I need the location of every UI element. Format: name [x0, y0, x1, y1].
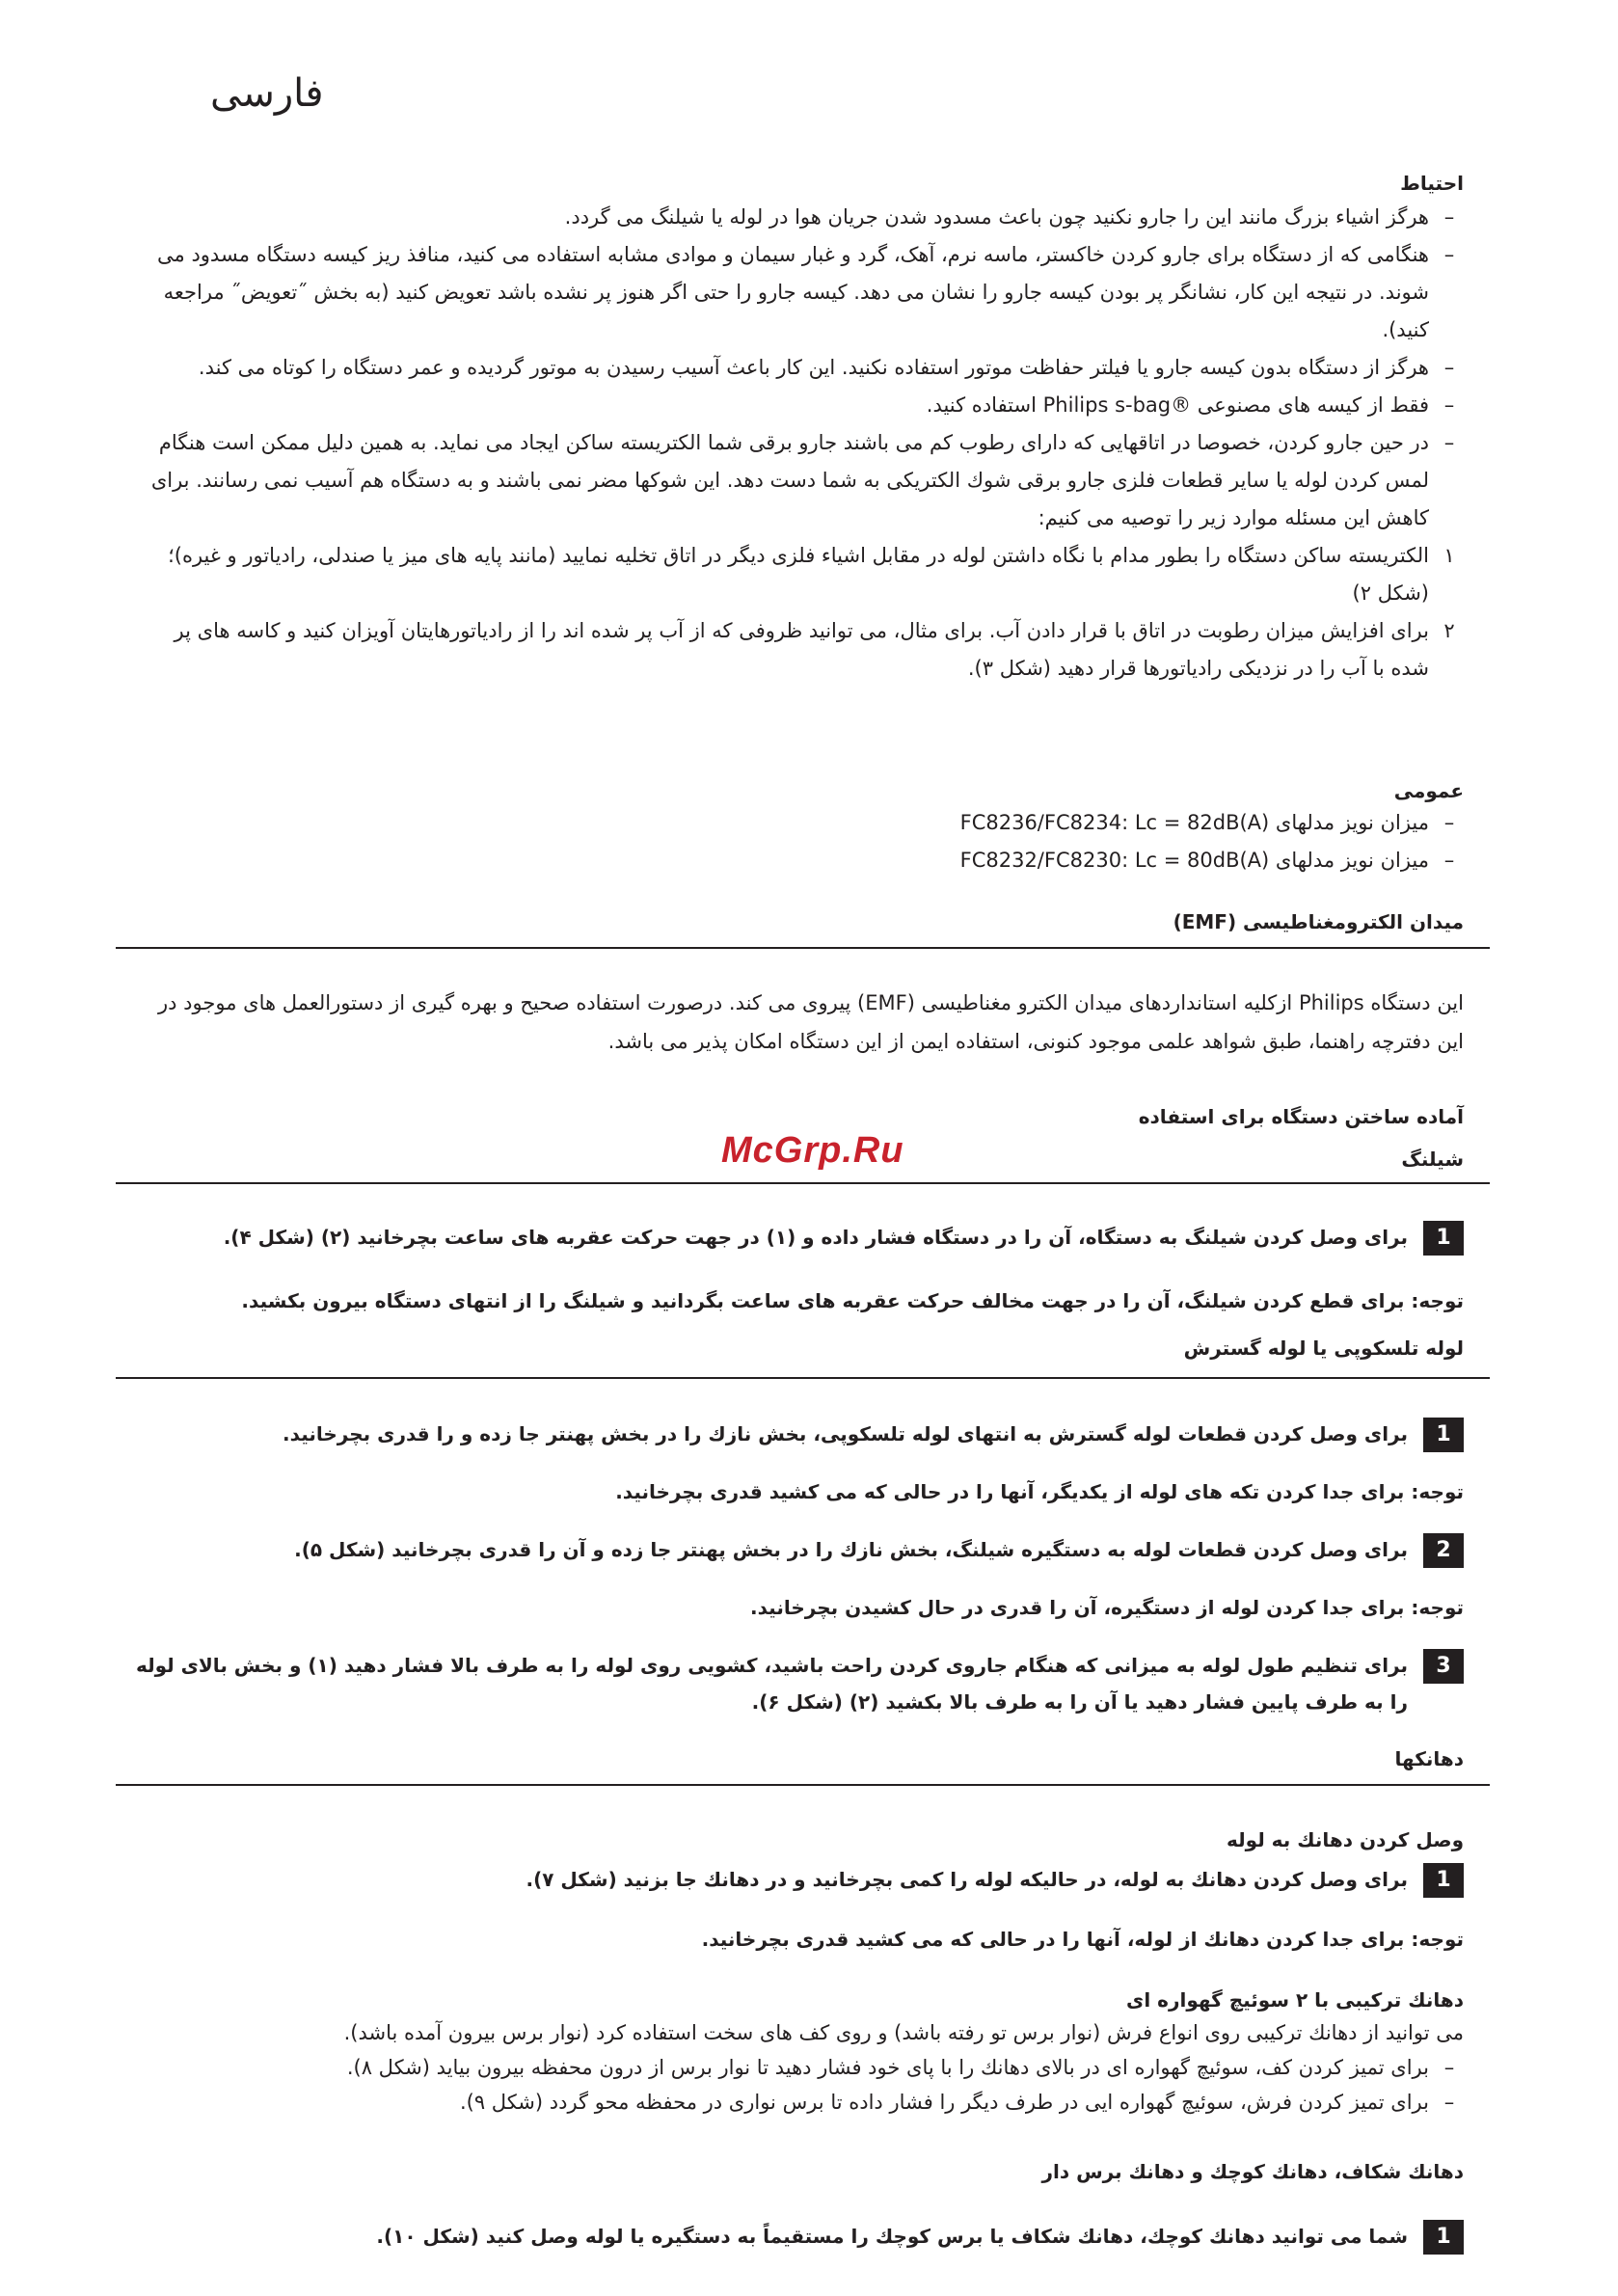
- crevice-step-1: [133, 2218, 1464, 2255]
- step-number: 2: [1423, 1533, 1464, 1568]
- step-number: 1: [1423, 1221, 1464, 1256]
- item-marker: –: [1443, 431, 1455, 454]
- language-title: فارسی: [210, 71, 324, 116]
- combi-section: [133, 1985, 1464, 2120]
- general-section: [133, 779, 1464, 879]
- item-text: هرگز اشیاء بزرگ مانند این را جارو نکنید چون باعث مسدود شدن جریان هوا در لوله یا شیلنگ می گردد.: [564, 205, 1429, 229]
- item-marker: –: [1443, 205, 1455, 229]
- step-number: 1: [1423, 2220, 1464, 2255]
- connect-heading: وصل کردن دهانك به لوله: [1227, 1828, 1464, 1851]
- item-marker: –: [1443, 243, 1455, 266]
- item-text: الکتریسته ساکن دستگاه را بطور مدام با نگاه داشتن لوله در مقابل اشیاء فلزی دیگر در اتاق تخلیه نمایید (مانند پایه های میز یا صندلی، رادیاتور و غیره)؛ (شکل ۲): [168, 544, 1429, 605]
- hose-heading: شیلنگ: [1401, 1148, 1464, 1171]
- crevice-heading: دهانك شکاف، دهانك کوچك و دهانك برس دار: [1041, 2160, 1464, 2183]
- caution-item: [133, 349, 1464, 387]
- combi-intro: می توانید از دهانك ترکیبی روی انواع فرش (نوار برس تو رفته باشد) و روی کف های سخت استفاده کرد (نوار برس بیرون آمده باشد).: [343, 2021, 1464, 2044]
- hose-rule: [116, 1182, 1490, 1184]
- item-marker: –: [1443, 356, 1455, 379]
- caution-item: [133, 612, 1464, 688]
- tube-step-3: [133, 1647, 1464, 1720]
- item-marker: –: [1443, 2056, 1455, 2079]
- combi-heading: دهانك ترکیبی با ۲ سوئیچ گهواره ای: [1126, 1988, 1464, 2012]
- step-text: برای وصل کردن قطعات لوله به دستگیره شیلنگ، بخش نازك را در بخش پهنتر جا زده و آن را قدری بچرخانید (شکل ۵).: [294, 1538, 1408, 1561]
- connect-step-1: [133, 1861, 1464, 1898]
- caution-item: [133, 424, 1464, 537]
- item-marker: –: [1443, 811, 1455, 834]
- prep-heading: آماده ساختن دستگاه برای استفاده: [1138, 1105, 1464, 1128]
- item-marker: –: [1443, 2091, 1455, 2114]
- step-text: برای وصل کردن شیلنگ به دستگاه، آن را در دستگاه فشار داده و (۱) در جهت حرکت عقربه های ساعت بچرخانید (۲) (شکل ۴).: [223, 1226, 1408, 1249]
- general-heading: عمومی: [1393, 779, 1464, 802]
- emf-heading: میدان الکترومغناطیسی (EMF): [1173, 910, 1464, 933]
- caution-section: [133, 172, 1464, 688]
- tube-note-2: توجه: برای جدا کردن لوله از دستگیره، آن را قدری در حال کشیدن بچرخانید.: [750, 1596, 1464, 1619]
- step-text: برای وصل کردن دهانك به لوله، در حالیکه لوله را کمی بچرخانید و در دهانك جا بزنید (شکل ۷).: [526, 1868, 1408, 1891]
- item-marker: –: [1443, 849, 1455, 872]
- step-text: برای وصل کردن قطعات لوله گسترش به انتهای لوله تلسکوپی، بخش نازك را در بخش پهنتر جا زده و را قدری بچرخانید.: [283, 1422, 1408, 1445]
- nozzles-rule: [116, 1784, 1490, 1786]
- step-text: برای تنظیم طول لوله به میزانی که هنگام جاروی کردن راحت باشید، کشویی روی لوله را به طرف بالا فشار دهید (۱) و بخش بالای لوله را به طرف پایین فشار دهید یا آن را به طرف بالا بکشید (۲) (شکل ۶).: [135, 1654, 1408, 1714]
- general-item: [133, 842, 1464, 879]
- item-text: فقط از کیسه های مصنوعی ®Philips s-bag استفاده کنید.: [926, 393, 1429, 417]
- step-number: 1: [1423, 1418, 1464, 1452]
- item-marker: ۲: [1443, 619, 1455, 642]
- item-text: هرگز از دستگاه بدون کیسه جارو یا فیلتر حفاظت موتور استفاده نکنید. این کار باعث آسیب رسیدن به موتور گردیده و عمر دستگاه را کوتاه می کند.: [198, 356, 1429, 379]
- watermark: McGrp.Ru: [721, 1130, 904, 1171]
- tube-heading: لوله تلسکوپی یا لوله گسترش: [1183, 1337, 1464, 1360]
- item-marker: ۱: [1443, 544, 1455, 567]
- hose-note: توجه: برای قطع کردن شیلنگ، آن را در جهت مخالف حرکت عقربه های ساعت بگردانید و شیلنگ را از انتهای دستگاه بیرون بکشید.: [241, 1289, 1464, 1312]
- item-text: میزان نویز مدلهای FC8232/FC8230: Lc = 80dB(A): [959, 849, 1429, 872]
- caution-item: [133, 199, 1464, 236]
- emf-rule: [116, 947, 1490, 949]
- item-text: در حین جارو کردن، خصوصا در اتاقهایی که دارای رطوب کم می باشند جارو برقی شما الکتریسته ساکن ایجاد می نماید. به همین دلیل ممکن است هنگام لمس کردن لوله یا سایر قطعات فلزی جارو برقی شوك الکتریکی به شما دست دهد. این شوکها مضر نمی باشند و به دستگاه هم آسیب نمی رسانند. برای کاهش این مسئله موارد زیر را توصیه می کنیم:: [150, 431, 1429, 529]
- item-text: هنگامی که از دستگاه برای جارو کردن خاکستر، ماسه نرم، آهک، گرد و غبار سیمان و موادی مشابه استفاده می کنید، منافذ ریز کیسه دستگاه مسدود می شوند. در نتیجه این کار، نشانگر پر بودن کیسه جارو را نشان می دهد. کیسه جارو را حتی اگر هنوز پر نشده باشد تعویض کنید (به بخش ˝تعویض˝ مراجعه کنید).: [157, 243, 1429, 341]
- item-text: میزان نویز مدلهای FC8236/FC8234: Lc = 82dB(A): [959, 811, 1429, 834]
- step-text: شما می توانید دهانك کوچك، دهانك شکاف یا برس کوچك را مستقیماً به دستگیره یا لوله وصل کنید (شکل ۱۰).: [376, 2225, 1408, 2248]
- hose-step-1: [133, 1219, 1464, 1256]
- item-text: برای افزایش میزان رطوبت در اتاق با قرار دادن آب. برای مثال، می توانید ظروفی که از آب پر شده اند را از رادیاتورهایتان آویزان کنید و کاسه های پر شده با آب را در نزدیکی رادیاتورها قرار دهید (شکل ۳).: [174, 619, 1429, 680]
- emf-paragraph: این دستگاه Philips ازکلیه استانداردهای میدان الکترو مغناطیسی (EMF) پیروی می کند. درصورت استفاده صحیح و بهره گیری از دستورالعمل های موجود در این دفترچه راهنما، طبق شواهد علمی موجود کنونی، استفاده ایمن از این دستگاه امکان پذیر می باشد.: [158, 991, 1464, 1053]
- item-text: برای تمیز کردن کف، سوئیچ گهواره ای در بالای دهانك را با پای خود فشار دهید تا نوار برس از درون محفظه بیرون بیاید (شکل ۸).: [346, 2056, 1429, 2079]
- connect-note: توجه: برای جدا کردن دهانك از لوله، آنها را در حالی که می کشید قدری بچرخانید.: [701, 1928, 1464, 1951]
- combi-item: [133, 2050, 1464, 2085]
- caution-heading: احتیاط: [1400, 172, 1464, 195]
- general-item: [133, 804, 1464, 842]
- item-marker: –: [1443, 393, 1455, 417]
- tube-step-2: [133, 1531, 1464, 1568]
- combi-item: [133, 2085, 1464, 2120]
- caution-item: [133, 236, 1464, 349]
- step-number: 3: [1423, 1649, 1464, 1684]
- tube-step-1: [133, 1416, 1464, 1452]
- caution-item: [133, 537, 1464, 612]
- item-text: برای تمیز کردن فرش، سوئیچ گهواره ایی در طرف دیگر را فشار داده تا برس نواری در محفظه محو گردد (شکل ۹).: [459, 2091, 1429, 2114]
- tube-rule: [116, 1377, 1490, 1379]
- step-number: 1: [1423, 1863, 1464, 1898]
- tube-note-1: توجه: برای جدا کردن تکه های لوله از یکدیگر، آنها را در حالی که می کشید قدری بچرخانید.: [615, 1480, 1464, 1503]
- nozzles-heading: دهانکها: [1394, 1747, 1464, 1770]
- caution-item: [133, 387, 1464, 424]
